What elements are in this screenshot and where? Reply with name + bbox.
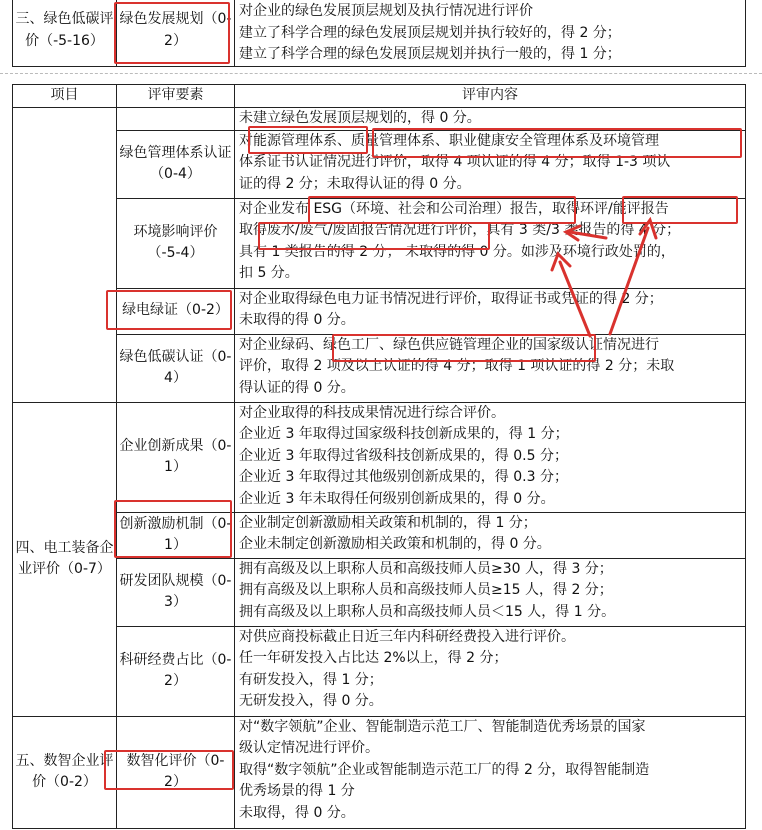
content-line: 体系证书认证情况进行评价，取得 4 项认证的得 4 分；取得 1-3 项认: [239, 154, 671, 170]
element-cell: 科研经费占比（0-2）: [117, 626, 235, 716]
content-line: 企业未制定创新激励相关政策和机制的，得 0 分。: [239, 536, 551, 552]
content-line: 扣 5 分。: [239, 265, 299, 281]
content-line: 对供应商投标截止日近三年内科研经费投入进行评价。: [239, 628, 575, 645]
content-line: 对企业发布 ESG（环境、社会和公司治理）报告，取得环评/能评报告: [239, 200, 669, 217]
content-line: 企业近 3 年取得过其他级别创新成果的，得 0.3 分；: [239, 469, 568, 485]
content-line: 拥有高级及以上职称人员和高级技师人员＜15 人，得 1 分。: [239, 603, 616, 620]
content-line: 得认证的得 0 分。: [239, 379, 355, 396]
top-item-cell: 三、绿色低碳评价（-5-16）: [13, 0, 117, 67]
content-line: 取得“数字领航”企业或智能制造示范工厂的得 2 分，取得智能制造: [239, 761, 650, 778]
content-line: 评价，取得 2 项及以上认证的得 4 分；取得 1 项认证的得 2 分；未取: [239, 358, 675, 374]
content-line: 拥有高级及以上职称人员和高级技师人员≥30 人，得 3 分；: [239, 560, 613, 577]
content-line: 对“数字领航”企业、智能制造示范工厂、智能制造优秀场景的国家: [239, 718, 646, 735]
content-line: 任一年研发投入占比达 2%以上，得 2 分；: [239, 650, 508, 666]
content-line: 级认定情况进行评价。: [239, 740, 379, 756]
content-line: 企业近 3 年取得过省级科技创新成果的，得 0.5 分；: [239, 447, 568, 464]
content-line: 有研发投入，得 1 分；: [239, 671, 383, 688]
content-line: 对企业取得绿色电力证书情况进行评价，取得证书或凭证的得 2 分；: [239, 290, 663, 307]
element-cell: 绿色低碳认证（0-4）: [117, 334, 235, 402]
element-cell: 绿色管理体系认证（0-4）: [117, 130, 235, 198]
content-line: 无研发投入，得 0 分。: [239, 693, 383, 709]
header-element: 评审要素: [117, 85, 235, 108]
content-line: 具有 1 类报告的得 2 分； 未取得的得 0 分。如涉及环境行政处罚的，: [239, 243, 675, 260]
top-element-cell: 绿色发展规划（0-2）: [117, 0, 235, 67]
content-line: 对企业绿码、绿色工厂、绿色供应链管理企业的国家级认证情况进行: [239, 336, 659, 353]
element-cell: 绿电绿证（0-2）: [117, 288, 235, 334]
content-line: 证的得 2 分；未取得认证的得 0 分。: [239, 175, 471, 192]
content-line: 对企业取得的科技成果情况进行综合评价。: [239, 404, 505, 421]
content-line: 取得废水/废气/废固报告情况进行评价，具有 3 类/3 类报告的得 4 分；: [239, 222, 681, 238]
content-line: 优秀场景的得 1 分: [239, 783, 355, 799]
element-cell: 企业创新成果（0-1）: [117, 402, 235, 512]
header-item: 项目: [13, 85, 117, 108]
content-line: 企业制定创新激励相关政策和机制的，得 1 分；: [239, 514, 537, 531]
content-line: 建立了科学合理的绿色发展顶层规划并执行较好的，得 2 分；: [239, 24, 621, 41]
content-line: 未取得，得 0 分。: [239, 804, 355, 821]
element-cell: 数智化评价（0-2）: [117, 716, 235, 828]
content-line: 未取得的得 0 分。: [239, 312, 355, 328]
element-cell: 研发团队规模（0-3）: [117, 558, 235, 626]
content-line: 拥有高级及以上职称人员和高级技师人员≥15 人，得 2 分；: [239, 582, 613, 598]
header-content: 评审内容: [235, 85, 746, 108]
content-line: 未建立绿色发展顶层规划的，得 0 分。: [239, 110, 481, 126]
content-line: 建立了科学合理的绿色发展顶层规划并执行一般的，得 1 分；: [239, 46, 621, 62]
element-cell: 环境影响评价（-5-4）: [117, 198, 235, 288]
element-cell: 创新激励机制（0-1）: [117, 512, 235, 558]
arrow-line: [610, 228, 648, 334]
section5-item-cell: 五、数智企业评价（0-2）: [13, 716, 117, 828]
section4-item-cell: 四、电工装备企业评价（0-7）: [13, 402, 117, 716]
content-line: 对能源管理体系、质量管理体系、职业健康安全管理体系及环境管理: [239, 132, 659, 149]
content-line: 企业近 3 年取得过国家级科技创新成果的，得 1 分；: [239, 426, 569, 442]
arrow-line: [560, 262, 590, 336]
content-line: 企业近 3 年未取得任何级别创新成果的，得 0 分。: [239, 490, 555, 507]
content-line: 对企业的绿色发展顶层规划及执行情况进行评价: [239, 3, 533, 19]
